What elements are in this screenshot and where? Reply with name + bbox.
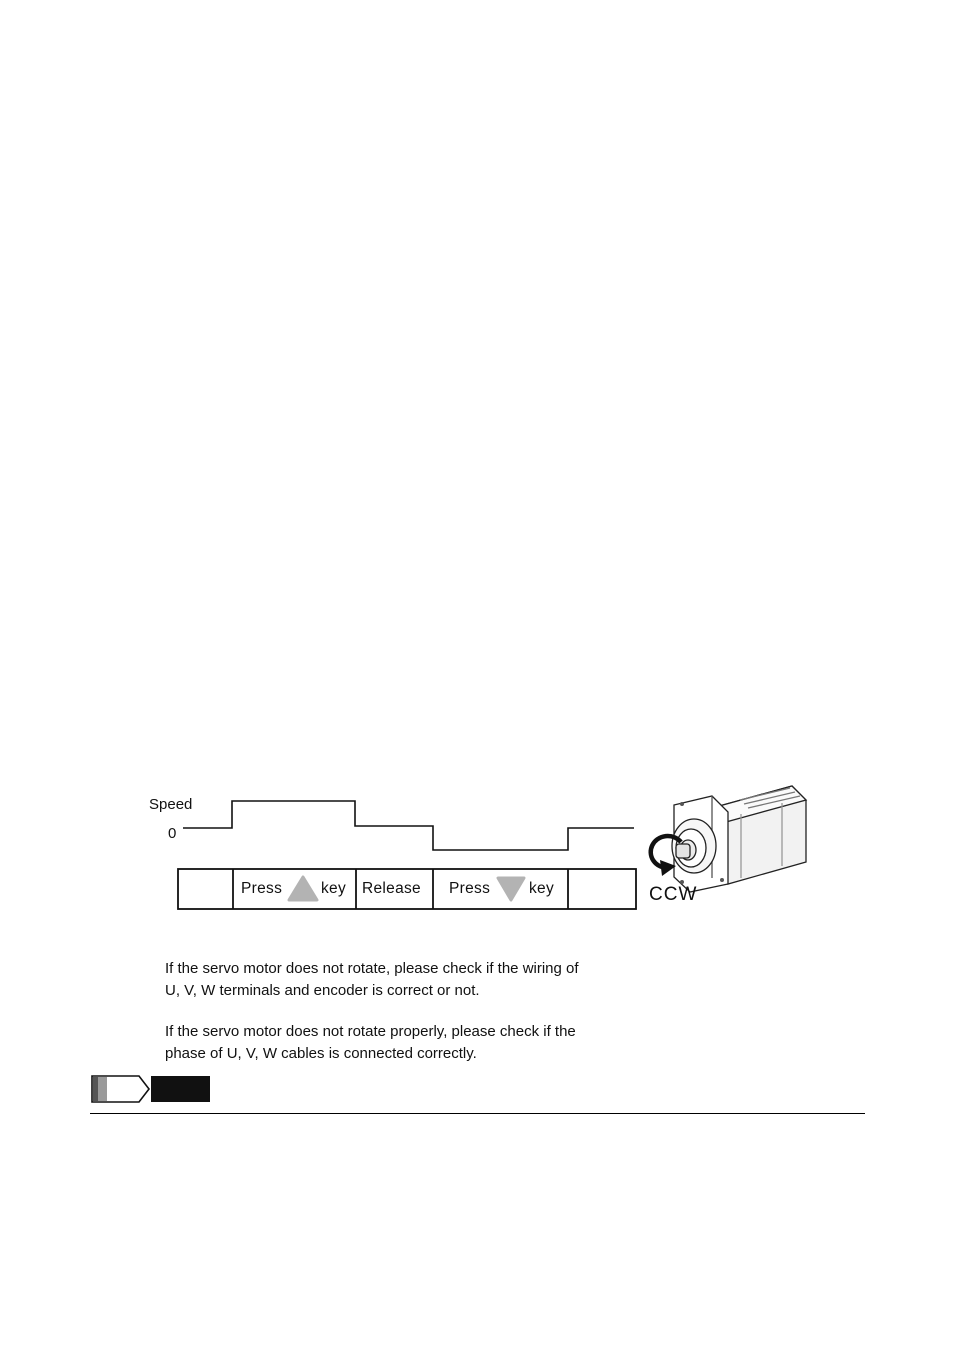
- press-up-prefix: Press: [241, 880, 283, 897]
- wiring-check-note: [165, 958, 635, 1002]
- zero-speed-label: 0: [168, 825, 177, 842]
- horizontal-divider: [90, 1113, 865, 1114]
- note-line: phase of U, V, W cables is connected correctly.: [165, 1045, 477, 1062]
- speed-axis-label: Speed: [149, 796, 193, 813]
- note-line: U, V, W terminals and encoder is correct or not.: [165, 982, 480, 999]
- triangle-up-icon: [289, 877, 317, 900]
- speed-waveform: [183, 801, 634, 850]
- ccw-direction-label: CCW: [649, 884, 698, 905]
- note-line: If the servo motor does not rotate, please check if the wiring of: [165, 960, 579, 977]
- press-down-prefix: Press: [449, 880, 491, 897]
- triangle-down-icon: [498, 878, 524, 900]
- phase-check-note: [165, 1021, 635, 1065]
- release-label: Release: [362, 880, 421, 897]
- press-up-suffix: key: [321, 880, 347, 897]
- press-down-suffix: key: [529, 880, 555, 897]
- servo-motor-illustration: [672, 786, 806, 892]
- note-line: If the servo motor does not rotate properly, please check if the: [165, 1023, 576, 1040]
- note-pencil-icon: [92, 1076, 210, 1102]
